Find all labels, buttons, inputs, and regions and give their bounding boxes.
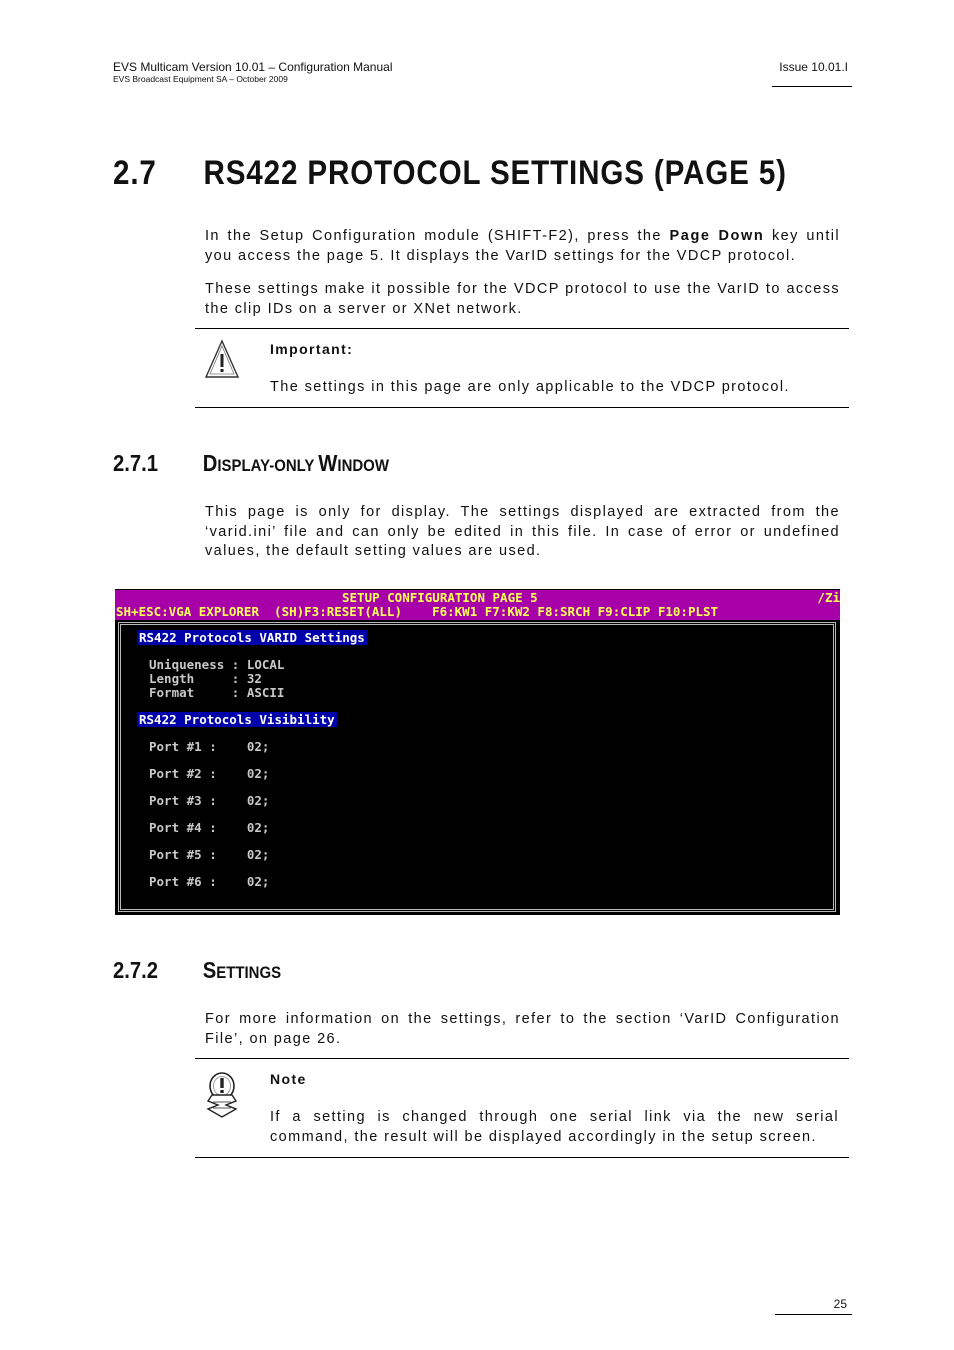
setting-uniqueness: Uniqueness : LOCAL (149, 657, 285, 672)
visibility-header: RS422 Protocols Visibility (139, 712, 335, 727)
terminal-key-shortcuts: SH+ESC:VGA EXPLORER (SH)F3:RESET(ALL) F6:KW1 F7:KW2 F8:SRCH F9:CLIP F10:PLST (116, 604, 719, 619)
issue-label: Issue 10.01.I (779, 60, 848, 74)
settings-purpose-paragraph: These settings make it possible for the VDCP protocol to use the VarID to access the clip IDs on a server or XNet network. (205, 281, 840, 317)
important-text: The settings in this page are only applicable to the VDCP protocol. (270, 379, 790, 395)
subsection-heading-settings (113, 956, 281, 987)
intro-text-end: key until you access the page 5. It displays the VarID settings for the VDCP protocol. (205, 228, 840, 264)
port-line: Port #6 : 02; (149, 874, 270, 889)
port-line: Port #3 : 02; (149, 793, 270, 808)
note-title: Note (270, 1071, 307, 1087)
section-number: 2.7 (113, 154, 157, 192)
terminal-frame (118, 622, 836, 912)
heading-small-caps: ISPLAY (217, 456, 270, 475)
page-header (113, 60, 393, 85)
terminal-title-bar (115, 590, 840, 605)
heading-hyphen: - (269, 456, 275, 475)
setup-screen-screenshot (115, 589, 840, 915)
issue-box (772, 60, 852, 87)
intro-paragraph (205, 227, 840, 266)
subsection-heading-display-only (113, 449, 389, 480)
manual-title: EVS Multicam Version 10.01 – Configuration Manual (113, 60, 393, 74)
section-title: RS422 PROTOCOL SETTINGS (PAGE 5) (203, 154, 787, 192)
warning-icon (204, 339, 240, 379)
page-footer (775, 1297, 852, 1315)
heading-small-caps: ETTINGS (216, 963, 282, 982)
heading-letter: D (202, 450, 218, 476)
subsection-number: 2.7.1 (113, 450, 159, 476)
settings-reference-paragraph: For more information on the settings, refer to the section ‘VarID Configuration File’, on page 26. (205, 1011, 840, 1047)
port-line: Port #1 : 02; (149, 739, 270, 754)
note-icon (204, 1071, 240, 1119)
display-only-paragraph: This page is only for display. The settings displayed are extracted from the ‘varid.ini’ file and can only be edited in this file. In case of error or undefined values, the default setting values are used. (205, 504, 840, 559)
heading-small-caps: ONLY (274, 456, 315, 475)
terminal-key-bar (115, 605, 840, 620)
terminal-title-right: /Zi (817, 590, 840, 605)
varid-settings-header: RS422 Protocols VARID Settings (139, 630, 365, 645)
port-line: Port #4 : 02; (149, 820, 270, 835)
note-text: If a setting is changed through one serial link via the new serial command, the result will be displayed accordingly in the setup screen. (270, 1109, 839, 1145)
setting-format: Format : ASCII (149, 685, 285, 700)
subsection-number: 2.7.2 (113, 957, 159, 983)
port-line: Port #5 : 02; (149, 847, 270, 862)
page-number: 25 (833, 1297, 847, 1311)
intro-text-start: In the Setup Configuration module (SHIFT-F2), press the (205, 228, 670, 244)
section-heading (113, 152, 787, 194)
important-title: Important: (270, 341, 354, 357)
publisher-line: EVS Broadcast Equipment SA – October 2009 (113, 74, 288, 84)
terminal-title: SETUP CONFIGURATION PAGE 5 (342, 590, 538, 605)
heading-letter: S (202, 957, 217, 983)
note-box (195, 1058, 849, 1158)
port-line: Port #2 : 02; (149, 766, 270, 781)
heading-small-caps: INDOW (337, 456, 389, 475)
heading-letter: W (318, 450, 338, 476)
page-down-key: Page Down (669, 228, 765, 244)
important-box (195, 328, 849, 408)
setting-length: Length : 32 (149, 671, 262, 686)
